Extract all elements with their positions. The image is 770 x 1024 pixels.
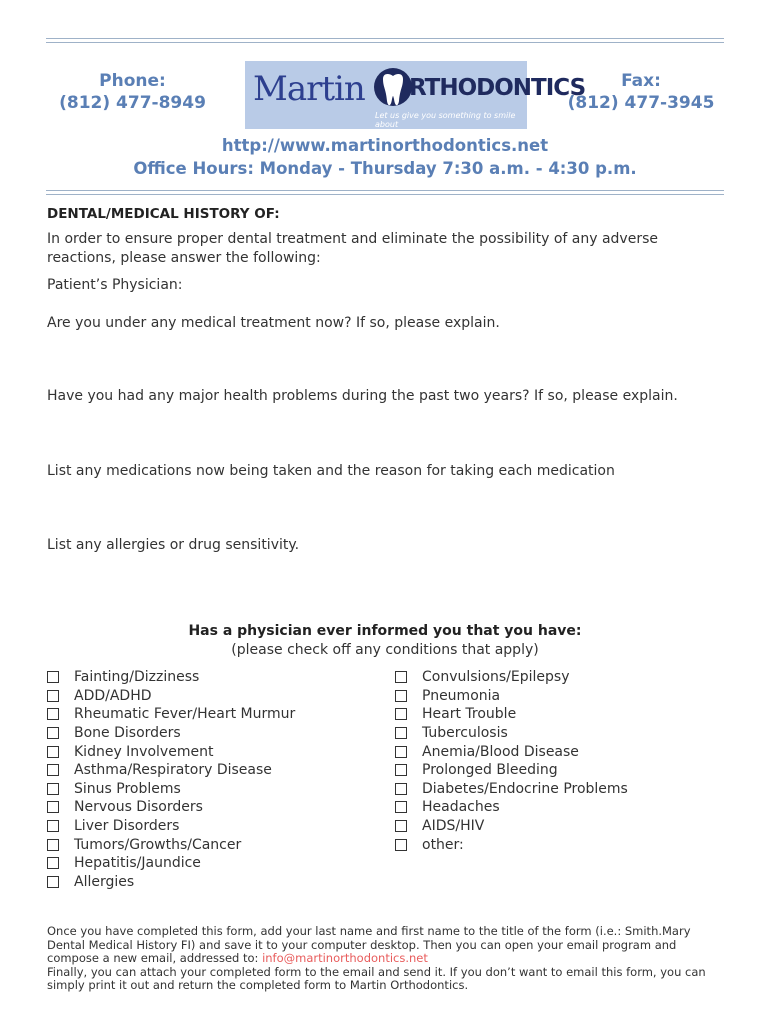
phone-label: Phone: <box>99 71 166 91</box>
condition-item <box>395 817 628 836</box>
checkbox[interactable] <box>47 839 59 851</box>
martin-orthodontics-logo <box>245 61 586 129</box>
conditions-right-column <box>395 668 628 854</box>
condition-item <box>47 798 295 817</box>
question-physician: Patient’s Physician: <box>47 277 183 293</box>
condition-label: Diabetes/Endocrine Problems <box>422 780 628 797</box>
checkbox[interactable] <box>47 690 59 702</box>
condition-item <box>395 835 628 854</box>
condition-item <box>47 687 295 706</box>
checkbox[interactable] <box>47 801 59 813</box>
condition-label: Nervous Disorders <box>74 799 203 816</box>
condition-label: Convulsions/Epilepsy <box>422 669 570 686</box>
checkbox[interactable] <box>395 820 407 832</box>
condition-label: Anemia/Blood Disease <box>422 743 579 760</box>
checkbox[interactable] <box>395 746 407 758</box>
checkbox[interactable] <box>47 746 59 758</box>
checkbox[interactable] <box>47 857 59 869</box>
question-health-problems: Have you had any major health problems during the past two years? If so, please explain. <box>47 388 678 404</box>
section-title: DENTAL/MEDICAL HISTORY OF: <box>47 206 280 222</box>
fax-block <box>562 70 720 114</box>
condition-item <box>395 780 628 799</box>
logo-word-martin: Martin <box>253 69 365 109</box>
conditions-left-column <box>47 668 295 891</box>
checkbox[interactable] <box>395 708 407 720</box>
condition-label: Tumors/Growths/Cancer <box>74 836 242 853</box>
checkbox[interactable] <box>395 783 407 795</box>
condition-item <box>47 817 295 836</box>
condition-item <box>47 742 295 761</box>
footer-closing-text: Finally, you can attach your completed form to the email and send it. If you don’t want to email this form, you can simply print it out and return the completed form to Martin Orthodontics. <box>47 964 706 992</box>
condition-label: Asthma/Respiratory Disease <box>74 762 272 779</box>
condition-label: AIDS/HIV <box>422 818 485 835</box>
condition-label: ADD/ADHD <box>74 687 152 704</box>
fax-number: (812) 477-3945 <box>567 93 715 113</box>
condition-label: Heart Trouble <box>422 706 517 723</box>
checkbox[interactable] <box>395 690 407 702</box>
footer-email-link[interactable]: info@martinorthodontics.net <box>262 951 428 965</box>
condition-label: Prolonged Bleeding <box>422 762 558 779</box>
condition-label: Sinus Problems <box>74 780 181 797</box>
logo-word-orthodontics: RTHODONTICS <box>409 75 586 101</box>
condition-label: Rheumatic Fever/Heart Murmur <box>74 706 296 723</box>
question-medical-treatment: Are you under any medical treatment now? If so, please explain. <box>47 315 500 331</box>
condition-item <box>395 761 628 780</box>
intro-text: In order to ensure proper dental treatment and eliminate the possibility of any adverse reactions, please answer the following: <box>47 231 658 266</box>
phone-number: (812) 477-8949 <box>59 93 206 113</box>
footer-instructions-text: Once you have completed this form, add your last name and first name to the title of the form (i.e.: Smith.Mary Dental Medical History FI) and save it to your computer desktop. Then you can open your email program and compose a new email, addressed to: <box>47 924 691 965</box>
condition-item <box>47 668 295 687</box>
condition-item <box>395 798 628 817</box>
condition-item <box>395 668 628 687</box>
question-allergies: List any allergies or drug sensitivity. <box>47 537 300 553</box>
condition-label: Allergies <box>74 873 135 890</box>
logo-tagline: Let us give you something to smile about <box>375 111 516 129</box>
checkbox[interactable] <box>47 876 59 888</box>
condition-item <box>395 705 628 724</box>
footer-instructions <box>47 925 725 993</box>
condition-item <box>47 705 295 724</box>
checkbox[interactable] <box>395 801 407 813</box>
condition-label: Headaches <box>422 799 500 816</box>
conditions-title: Has a physician ever informed you that you have: <box>188 623 582 639</box>
checkbox[interactable] <box>395 671 407 683</box>
question-medications: List any medications now being taken and the reason for taking each medication <box>47 463 615 479</box>
checkbox[interactable] <box>47 727 59 739</box>
fax-label: Fax: <box>621 71 661 91</box>
website-link[interactable]: http://www.martinorthodontics.net <box>221 136 549 155</box>
checkbox[interactable] <box>47 764 59 776</box>
checkbox[interactable] <box>47 783 59 795</box>
condition-item <box>47 835 295 854</box>
condition-item <box>47 761 295 780</box>
top-divider <box>46 38 724 43</box>
condition-label: Kidney Involvement <box>74 743 214 760</box>
header-divider <box>46 190 724 195</box>
condition-label: Pneumonia <box>422 687 501 704</box>
condition-label: other: <box>422 836 464 853</box>
condition-label: Hepatitis/Jaundice <box>74 855 201 872</box>
conditions-subtitle: (please check off any conditions that apply) <box>231 642 539 658</box>
condition-label: Bone Disorders <box>74 725 181 742</box>
condition-item <box>395 742 628 761</box>
checkbox[interactable] <box>395 839 407 851</box>
condition-item <box>47 873 295 892</box>
checkbox[interactable] <box>47 708 59 720</box>
condition-item <box>47 854 295 873</box>
checkbox[interactable] <box>395 764 407 776</box>
checkbox[interactable] <box>395 727 407 739</box>
condition-label: Liver Disorders <box>74 818 180 835</box>
phone-block <box>50 70 215 114</box>
tooth-icon <box>373 67 413 115</box>
office-hours: Office Hours: Monday - Thursday 7:30 a.m. - 4:30 p.m. <box>133 159 637 178</box>
condition-label: Tuberculosis <box>422 725 508 742</box>
condition-item <box>395 724 628 743</box>
checkbox[interactable] <box>47 671 59 683</box>
condition-item <box>395 687 628 706</box>
condition-item <box>47 724 295 743</box>
condition-item <box>47 780 295 799</box>
checkbox[interactable] <box>47 820 59 832</box>
condition-label: Fainting/Dizziness <box>74 669 200 686</box>
